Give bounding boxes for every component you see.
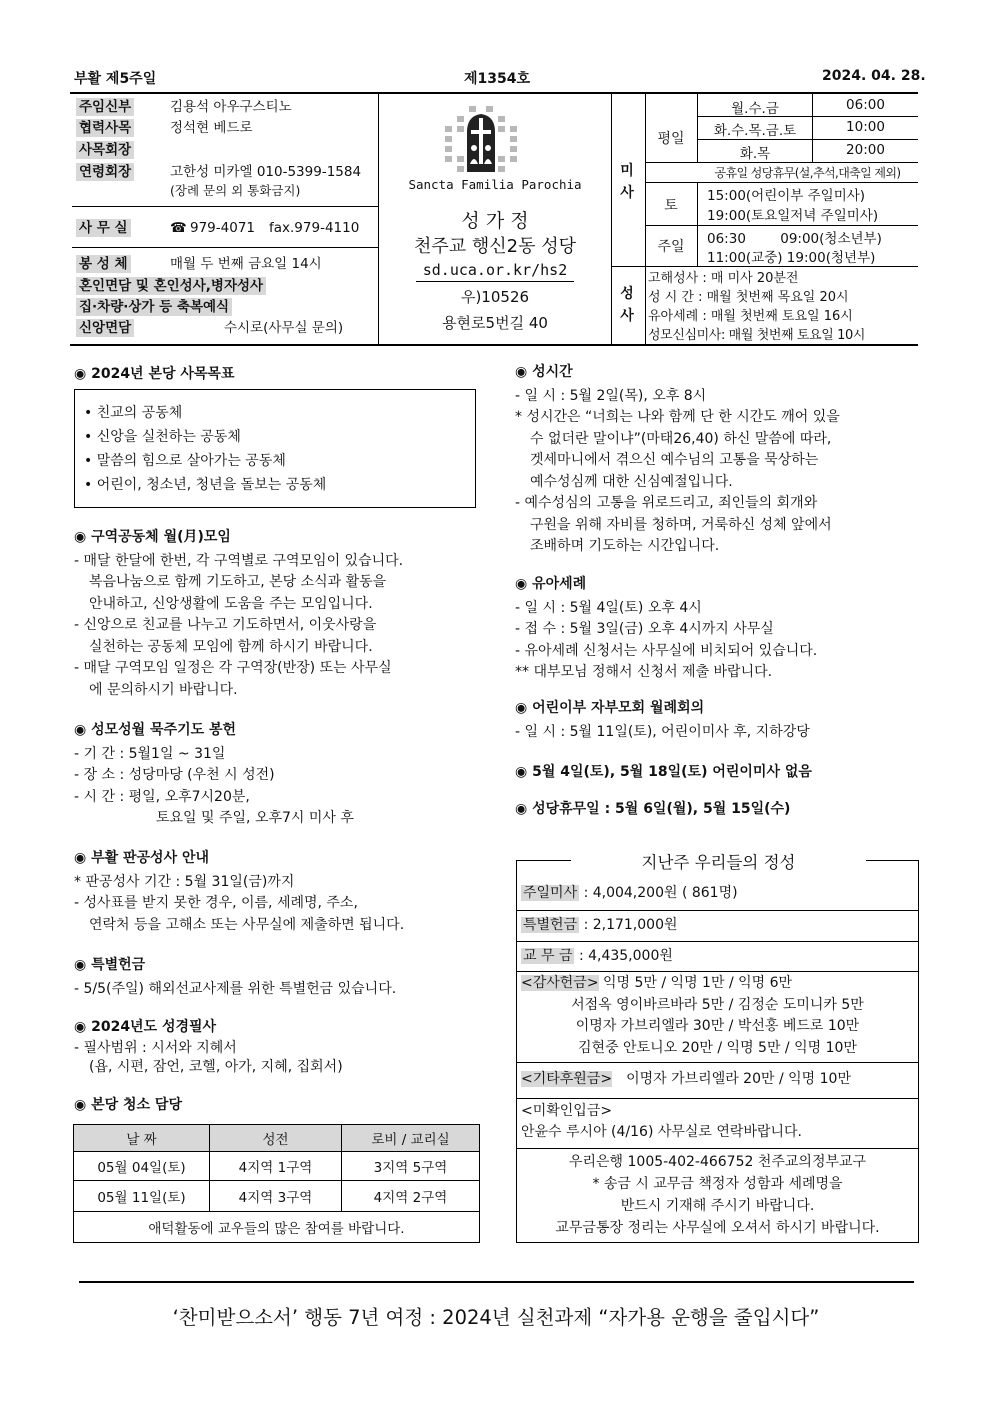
special-section: ◉ 특별헌금 - 5/5(주일) 해외선교사제를 위한 특별헌금 있습니다. bbox=[74, 957, 397, 997]
info-value: 수시로(사무실 문의) bbox=[224, 320, 344, 336]
cleaning-cell: 05월 11일(토) bbox=[73, 1180, 210, 1212]
cleaning-cell: 4지역 3구역 bbox=[209, 1180, 342, 1212]
office-row bbox=[76, 218, 360, 238]
parish-postal: 우)10526 bbox=[460, 288, 530, 306]
rosary-section: ◉ 성모성월 묵주기도 봉헌 - 기 간 : 5월1일 ~ 31일 - 장 소 : 성당마당 (우천 시 성전) - 시 간 : 평일, 오후7시20분, 토요일 및 주일, 오후7시 미사 후 bbox=[74, 722, 354, 826]
cleaning-footer: 애덕활동에 교우들의 많은 참여를 바랍니다. bbox=[73, 1211, 480, 1243]
saturday-label: 토 bbox=[664, 198, 678, 214]
parish-full-name: 천주교 행신2동 성당 bbox=[414, 236, 576, 257]
weekday-label: 평일 bbox=[657, 131, 685, 147]
footer-slogan: ‘찬미받으소서’ 행동 7년 여정 : 2024년 실천과제 “자가용 운행을 줄입시다” bbox=[172, 1306, 820, 1329]
saturday-time: 19:00(토요일저녁 주일미사) bbox=[707, 208, 879, 224]
parents-section: ◉ 어린이부 자부모회 월례회의 - 일 시 : 5월 11일(토), 어린이미사 후, 지하강당 bbox=[515, 700, 810, 740]
staff-label: 사목회장 bbox=[76, 141, 134, 159]
thanks-label: <감사헌금> bbox=[521, 975, 599, 991]
issue-date: 2024. 04. 28. bbox=[822, 68, 926, 84]
cleaning-cell: 4지역 1구역 bbox=[209, 1151, 342, 1181]
parish-url[interactable]: sd.uca.or.kr/hs2 bbox=[422, 261, 568, 279]
offering-label: 주일미사 bbox=[523, 885, 578, 901]
baptism-section: ◉ 유아세례 - 일 시 : 5월 4일(토) 오후 4시 - 접 수 : 5월 3일(금) 오후 4시까지 사무실 - 유아세례 신청서는 사무실에 비치되어 있습니다. ** 대부모님 정해서 신청서 제출 바랍니다. bbox=[515, 576, 818, 680]
unconfirmed-block: <미확인입금> 안윤수 루시아 (4/16) 사무실로 연락바랍니다. bbox=[521, 1103, 802, 1140]
goal-item: • 말씀의 힘으로 살아가는 공동체 bbox=[84, 453, 286, 469]
sacrament-list bbox=[648, 269, 865, 345]
staff-label: 연령회장 bbox=[76, 163, 134, 181]
unconfirmed-label: <미확인입금> bbox=[521, 1103, 613, 1119]
sacrament-line: 성 시 간 : 매월 첫번째 목요일 20시 bbox=[648, 290, 849, 305]
special-title: ◉ 특별헌금 bbox=[74, 957, 146, 973]
holyhour-title: ◉ 성시간 bbox=[515, 364, 573, 380]
office-phone: 979-4071 bbox=[190, 220, 255, 236]
offering-row: 교 무 금 : 4,435,000원 bbox=[523, 948, 673, 964]
staff-label: 주임신부 bbox=[76, 98, 134, 116]
sacrament-line: 유아세례 : 매월 첫번째 토요일 16시 bbox=[648, 309, 853, 324]
parish-address: 용현로5번길 40 bbox=[442, 314, 548, 332]
offering-label: 특별헌금 bbox=[523, 917, 578, 933]
info-label: 봉 성 체 bbox=[76, 255, 131, 273]
issue-week: 부활 제5주일 bbox=[74, 71, 157, 87]
offering-label: 교 무 금 bbox=[523, 948, 573, 964]
holiday-note: 공휴일 성당휴무(설,추석,대축일 제외) bbox=[714, 166, 901, 180]
district-section: ◉ 구역공동체 월(月)모임 - 매달 한달에 한번, 각 구역별로 구역모임이 있습니다. 복음나눔으로 함께 기도하고, 본당 소식과 활동을 안내하고, 신앙생활에 도움을 주는 모임입니다. - 신앙으로 친교를 나누고 기도하면서, 이웃사랑을 실천하는 공동체 모임에 함께 하시기 바랍니다. - 매달 구역모임 일정은 각 구역장(반장) 또는 사무실 에 문의하시기 바랍니다. bbox=[74, 529, 404, 698]
cleaning-title: ◉ 본당 청소 담당 bbox=[74, 1097, 182, 1113]
staff-value: 고한성 미카엘 010-5399-1584 bbox=[170, 164, 362, 180]
thanks-block: <감사헌금> 익명 5만 / 익명 1만 / 익명 6만 서점옥 영이바르바라 5만 / 김정순 도미니카 5만 이명자 가브리엘라 30만 / 박선홍 베드로 10만 김현중 안토니오 20만 / 익명 5만 / 익명 10만 bbox=[521, 975, 864, 1056]
staff-value: 정석현 베드로 bbox=[170, 120, 253, 136]
goals-list bbox=[84, 401, 326, 497]
saturday-time: 15:00(어린이부 주일미사) bbox=[707, 188, 866, 204]
parish-latin: Sancta Familia Parochia bbox=[408, 177, 582, 192]
goal-item: • 신앙을 실천하는 공동체 bbox=[84, 429, 241, 445]
easter-section: ◉ 부활 판공성사 안내 * 판공성사 기간 : 5월 31일(금)까지 - 성사표를 받지 못한 경우, 이름, 세례명, 주소, 연락처 등을 고해소 또는 사무실에 제출하면 됩니다. bbox=[74, 850, 405, 933]
info-value: 매월 두 번째 금요일 14시 bbox=[170, 256, 322, 272]
cleaning-cell: 3지역 5구역 bbox=[341, 1151, 480, 1181]
bible-title: ◉ 2024년도 성경필사 bbox=[74, 1019, 217, 1035]
weekday-days: 화.목 bbox=[739, 146, 771, 162]
staff-note: (장례 문의 외 통화금지) bbox=[170, 183, 301, 198]
goal-item: • 친교의 공동체 bbox=[84, 405, 183, 421]
issue-number: 제1354호 bbox=[464, 71, 531, 87]
weekday-days: 월.수.금 bbox=[731, 101, 779, 117]
parish-logo bbox=[443, 104, 519, 176]
offering-row: 주일미사 : 4,004,200원 ( 861명) bbox=[523, 885, 738, 901]
offering-row: 특별헌금 : 2,171,000원 bbox=[523, 917, 678, 933]
bible-section: ◉ 2024년도 성경필사 - 필사범위 : 시서와 지혜서 (욥, 시편, 잠언, 코헬, 아가, 지혜, 집회서) bbox=[74, 1019, 343, 1075]
sunday-time: 11:00(교중) 19:00(청년부) bbox=[707, 250, 876, 266]
holyhour-section: ◉ 성시간 - 일 시 : 5월 2일(목), 오후 8시 * 성시간은 “너희는 나와 함께 단 한 시간도 깨어 있을 수 없더란 말이냐”(마태26,40) 하신 말씀에 따라, 겟세마니에서 겪으신 예수님의 고통을 묵상하는 예수성심께 대한 신심예절입니다. - 예수성심의 고통을 위로드리고, 죄인들의 회개와 구원을 위해 자비를 청하며, 거룩하신 성체 앞에서 조배하며 기도하는 시간입니다. bbox=[515, 364, 840, 554]
parents-title: ◉ 어린이부 자부모회 월례회의 bbox=[515, 700, 705, 716]
footer-divider bbox=[79, 1281, 914, 1283]
other-label: <기타후원금> bbox=[521, 1071, 613, 1087]
weekday-time: 20:00 bbox=[846, 142, 885, 158]
weekday-time: 10:00 bbox=[846, 119, 885, 135]
cleaning-cell: 05월 04일(토) bbox=[73, 1151, 210, 1181]
other-donation: <기타후원금> 이명자 가브리엘라 20만 / 익명 10만 bbox=[521, 1071, 851, 1087]
info-label: 혼인면담 및 혼인성사,병자성사 bbox=[76, 277, 266, 295]
bank-block: 우리은행 1005-402-466752 천주교의정부교구 * 송금 시 교무금 책정자 성함과 세례명을 반드시 기재해 주시기 바랍니다. 교무금통장 정리는 사무실에 오셔서 하시기 바랍니다. bbox=[555, 1154, 880, 1236]
offering-title: 지난주 우리들의 정성 bbox=[641, 853, 796, 872]
easter-title: ◉ 부활 판공성사 안내 bbox=[74, 850, 210, 866]
sacrament-line: 성모신심미사: 매월 첫번째 토요일 10시 bbox=[648, 328, 866, 343]
staff-label: 협력사목 bbox=[76, 119, 134, 137]
info-label: 신앙면담 bbox=[76, 319, 134, 337]
rosary-title: ◉ 성모성월 묵주기도 봉헌 bbox=[74, 722, 237, 738]
baptism-title: ◉ 유아세례 bbox=[515, 576, 587, 592]
office-fax: fax.979-4110 bbox=[269, 220, 360, 236]
weekday-days: 화.수.목.금.토 bbox=[713, 123, 797, 139]
goals-title: ◉ 2024년 본당 사목목표 bbox=[74, 366, 235, 382]
weekday-time: 06:00 bbox=[846, 97, 885, 113]
sunday-label: 주일 bbox=[657, 239, 685, 255]
cleaning-cell: 4지역 2구역 bbox=[341, 1180, 480, 1212]
staff-value: 김용석 아우구스티노 bbox=[170, 99, 292, 115]
sacrament-label: 성사 bbox=[620, 286, 634, 324]
goal-item: • 어린이, 청소년, 청년을 돌보는 공동체 bbox=[84, 477, 327, 493]
cleaning-header: 로비 / 교리실 bbox=[341, 1124, 480, 1152]
mass-label: 미사 bbox=[620, 163, 634, 201]
closed-days: ◉ 성당휴무일 : 5월 6일(월), 5월 15일(수) bbox=[515, 801, 791, 817]
parish-name: 성 가 정 bbox=[461, 210, 529, 232]
cleaning-header: 날 짜 bbox=[73, 1124, 210, 1152]
no-child-mass: ◉ 5월 4일(토), 5월 18일(토) 어린이미사 없음 bbox=[515, 764, 812, 780]
cleaning-header: 성전 bbox=[209, 1124, 342, 1152]
sacrament-line: 고해성사 : 매 미사 20분전 bbox=[648, 271, 799, 286]
office-label: 사 무 실 bbox=[76, 219, 131, 237]
info-label: 집·차량·상가 등 축복예식 bbox=[76, 298, 232, 316]
district-title: ◉ 구역공동체 월(月)모임 bbox=[74, 529, 231, 545]
phone-icon: ☎ bbox=[170, 220, 187, 236]
sunday-time: 06:30 09:00(청소년부) bbox=[707, 231, 882, 247]
